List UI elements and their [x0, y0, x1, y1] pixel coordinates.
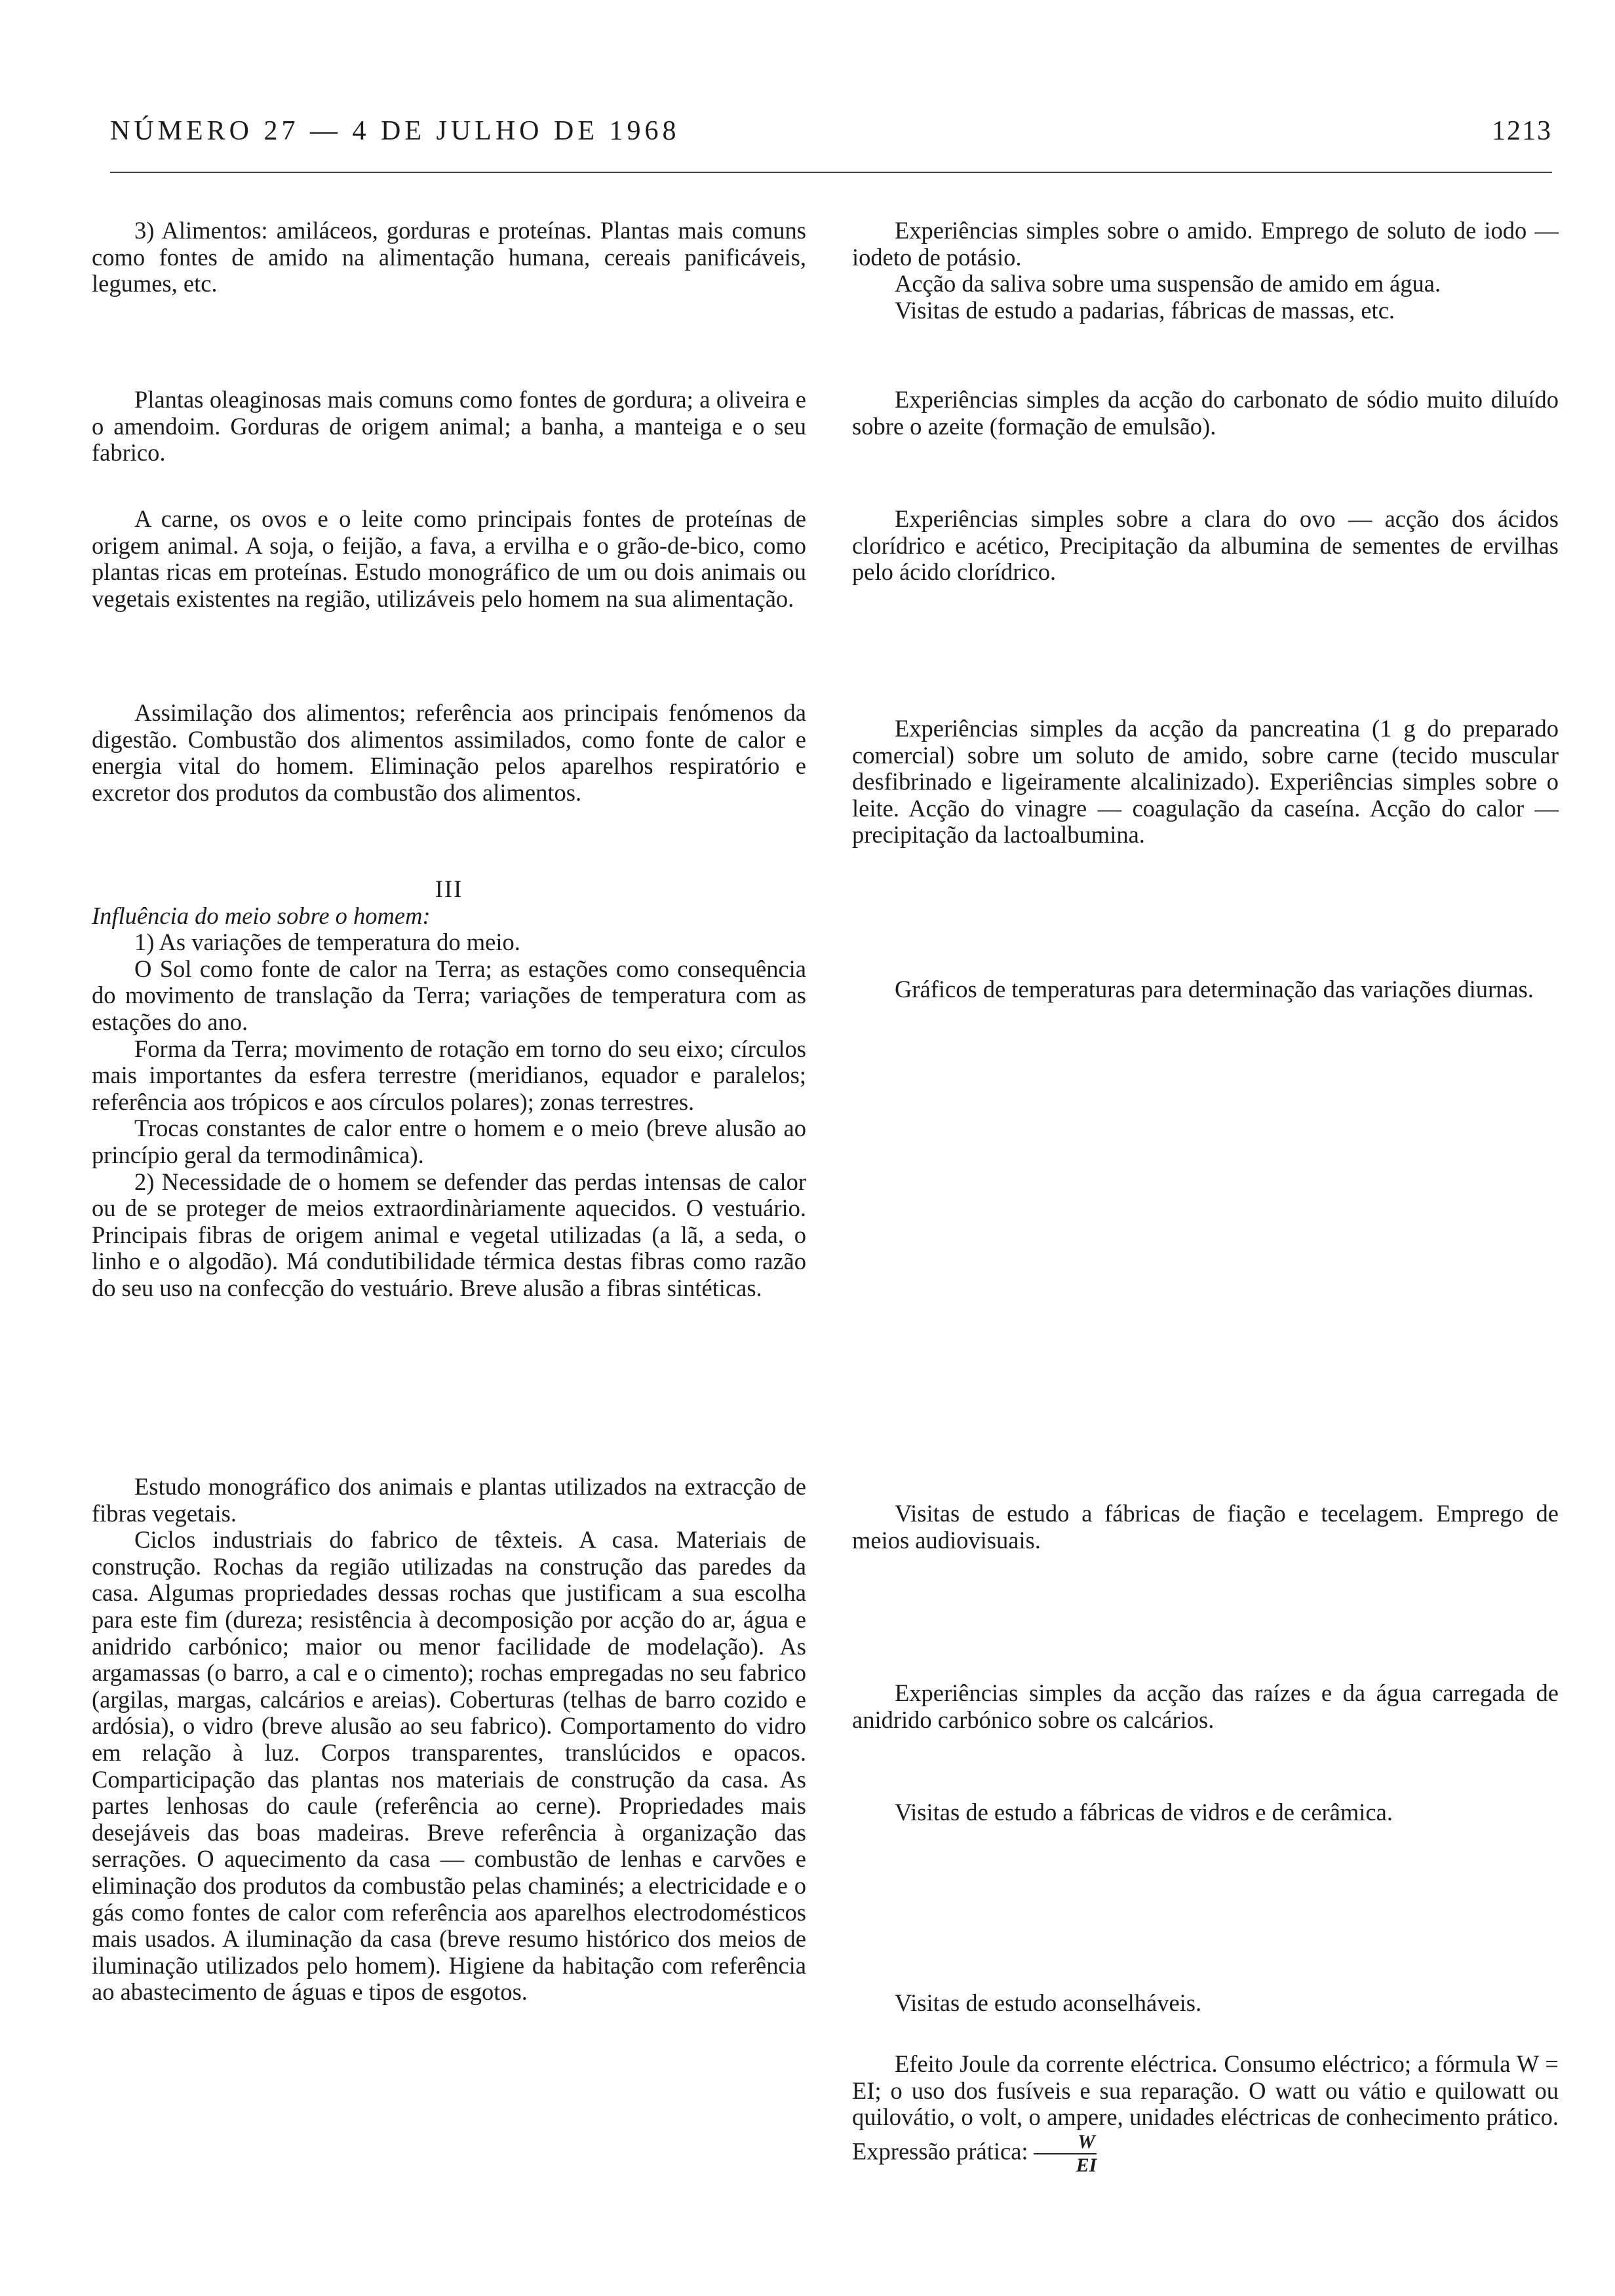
recommended-visits — [852, 1990, 1559, 2017]
page-header — [110, 115, 1552, 155]
issue-heading: NÚMERO 27 — 4 DE JULHO DE 1968 — [110, 116, 680, 146]
house-block — [92, 1474, 806, 2006]
paragraph: Visitas de estudo a fábricas de vidros e de cerâmica. — [895, 1799, 1393, 1826]
paragraph: Estudo monográfico dos animais e plantas utilizados na extracção de fibras vegetais. — [92, 1473, 806, 1527]
fraction-denominator: EI — [1076, 2154, 1097, 2176]
formula-fraction — [1034, 2131, 1097, 2177]
starch-experiments — [852, 218, 1559, 324]
paragraph: 2) Necessidade de o homem se defender das perdas intensas de calor ou de se proteger de meios extraordinàriamente aquecidos. O vestuário. Principais fibras de origem animal e vegetal utilizadas (a lã, a seda, o linho e o algodão). Má condutibilidade térmica destas fibras como razão do seu uso na confecção do vestuário. Breve alusão a fibras sintéticas. — [92, 1168, 806, 1301]
joule-effect-block — [852, 2051, 1559, 2177]
paragraph: Experiências simples da acção do carbonato de sódio muito diluído sobre o azeite (formação de emulsão). — [852, 386, 1559, 440]
paragraph: Assimilação dos alimentos; referência aos principais fenómenos da digestão. Combustão dos alimentos assimilados, como fonte de calor e energia vital do homem. Eliminação pelos aparelhos respiratório e excretor dos produtos da combustão dos alimentos. — [92, 699, 806, 806]
page-number: 1213 — [1492, 116, 1552, 146]
paragraph — [852, 2051, 1559, 2177]
section-three — [92, 876, 806, 1302]
paragraph: Plantas oleaginosas mais comuns como fontes de gordura; a oliveira e o amendoim. Gorduras de origem animal; a banha, a manteiga e o seu fabrico. — [92, 386, 806, 467]
section-title: Influência do meio sobre o homem: — [92, 902, 431, 929]
section-number: III — [435, 875, 463, 902]
paragraph: Experiências simples sobre o amido. Emprego de soluto de iodo — iodeto de potásio. — [852, 217, 1559, 271]
proteins-block — [92, 506, 806, 612]
temperature-graphs — [852, 976, 1559, 1003]
paragraph: Gráficos de temperaturas para determinação das variações diurnas. — [895, 976, 1534, 1003]
digestion-block — [92, 700, 806, 806]
food-types-block — [92, 218, 806, 297]
pancreatin-experiment — [852, 716, 1559, 849]
textile-visits — [852, 1501, 1559, 1554]
paragraph: Experiências simples da acção da pancreatina (1 g do preparado comercial) sobre um soluto de amido, sobre carne (tecido muscular desfibrinado e ligeiramente alcalinizado). Experiências simples sobre o leite. Acção do vinagre — coagulação da caseína. Acção do calor — precipitação da lactoalbumina. — [852, 715, 1559, 849]
paragraph: Experiências simples da acção das raízes e da água carregada de anidrido carbónico sobre os calcários. — [852, 1679, 1559, 1733]
paragraph: Forma da Terra; movimento de rotação em torno do seu eixo; círculos mais importantes da esfera terrestre (meridianos, equador e paralelos; referência aos trópicos e aos círculos polares); zonas terrestres. — [92, 1035, 806, 1115]
joule-text: Efeito Joule da corrente eléctrica. Consumo eléctrico; a fórmula W = EI; o uso dos fusíveis e sua reparação. O watt ou vátio e quilowatt ou quilovátio, o volt, o ampere, unidades eléctricas de conhecimento prático. Expressão prática: — [852, 2050, 1559, 2165]
egg-white-experiment — [852, 506, 1559, 586]
paragraph: Visitas de estudo aconselháveis. — [895, 1989, 1202, 2016]
roots-experiment — [852, 1680, 1559, 1733]
paragraph: 1) As variações de temperatura do meio. — [134, 928, 520, 956]
paragraph: Acção da saliva sobre uma suspensão de amido em água. — [895, 270, 1441, 297]
sodium-carbonate-experiment — [852, 387, 1559, 440]
paragraph: O Sol como fonte de calor na Terra; as estações como consequência do movimento de translação da Terra; variações de temperatura com as estações do ano. — [92, 955, 806, 1035]
paragraph: Experiências simples sobre a clara do ovo — acção dos ácidos clorídrico e acético, Precipitação da albumina de sementes de ervilhas pelo ácido clorídrico. — [852, 505, 1559, 586]
oil-plants-block — [92, 387, 806, 467]
fraction-numerator: W — [1034, 2131, 1097, 2154]
paragraph: Trocas constantes de calor entre o homem e o meio (breve alusão ao princípio geral da termodinâmica). — [92, 1115, 806, 1168]
paragraph: Visitas de estudo a fábricas de fiação e tecelagem. Emprego de meios audiovisuais. — [852, 1500, 1559, 1554]
paragraph: 3) Alimentos: amiláceos, gorduras e proteínas. Plantas mais comuns como fontes de amido na alimentação humana, cereais panificáveis, legumes, etc. — [92, 217, 806, 297]
paragraph: Visitas de estudo a padarias, fábricas de massas, etc. — [895, 296, 1395, 324]
paragraph: A carne, os ovos e o leite como principais fontes de proteínas de origem animal. A soja, o feijão, a fava, a ervilha e o grão-de-bico, como plantas ricas em proteínas. Estudo monográfico de um ou dois animais ou vegetais existentes na região, utilizáveis pelo homem na sua alimentação. — [92, 505, 806, 612]
paragraph: Ciclos industriais do fabrico de têxteis. A casa. Materiais de construção. Rochas da região utilizadas na construção das paredes da casa. Algumas propriedades dessas rochas que justificam a sua escolha para este fim (dureza; resistência à decomposição por acção do ar, água e anidrido carbónico; maior ou menor facilidade de modelação). As argamassas (o barro, a cal e o cimento); rochas empregadas no seu fabrico (argilas, margas, calcários e areias). Coberturas (telhas de barro cozido e ardósia), o vidro (breve alusão ao seu fabrico). Comportamento do vidro em relação à luz. Corpos transparentes, translúcidos e opacos. Comparticipação das plantas nos materiais de construção da casa. As partes lenhosas do caule (referência ao cerne). Propriedades mais desejáveis das boas madeiras. Breve referência à organização das serrações. O aquecimento da casa — combustão de lenhas e carvões e eliminação dos produtos da combustão pelas chaminés; a electricidade e o gás como fontes de calor com referência aos aparelhos electrodomésticos mais usados. A iluminação da casa (breve resumo histórico dos meios de iluminação utilizados pelo homem). Higiene da habitação com referência ao abastecimento de águas e tipos de esgotos. — [92, 1526, 806, 2006]
header-rule — [110, 172, 1552, 173]
glass-visits — [852, 1799, 1559, 1826]
